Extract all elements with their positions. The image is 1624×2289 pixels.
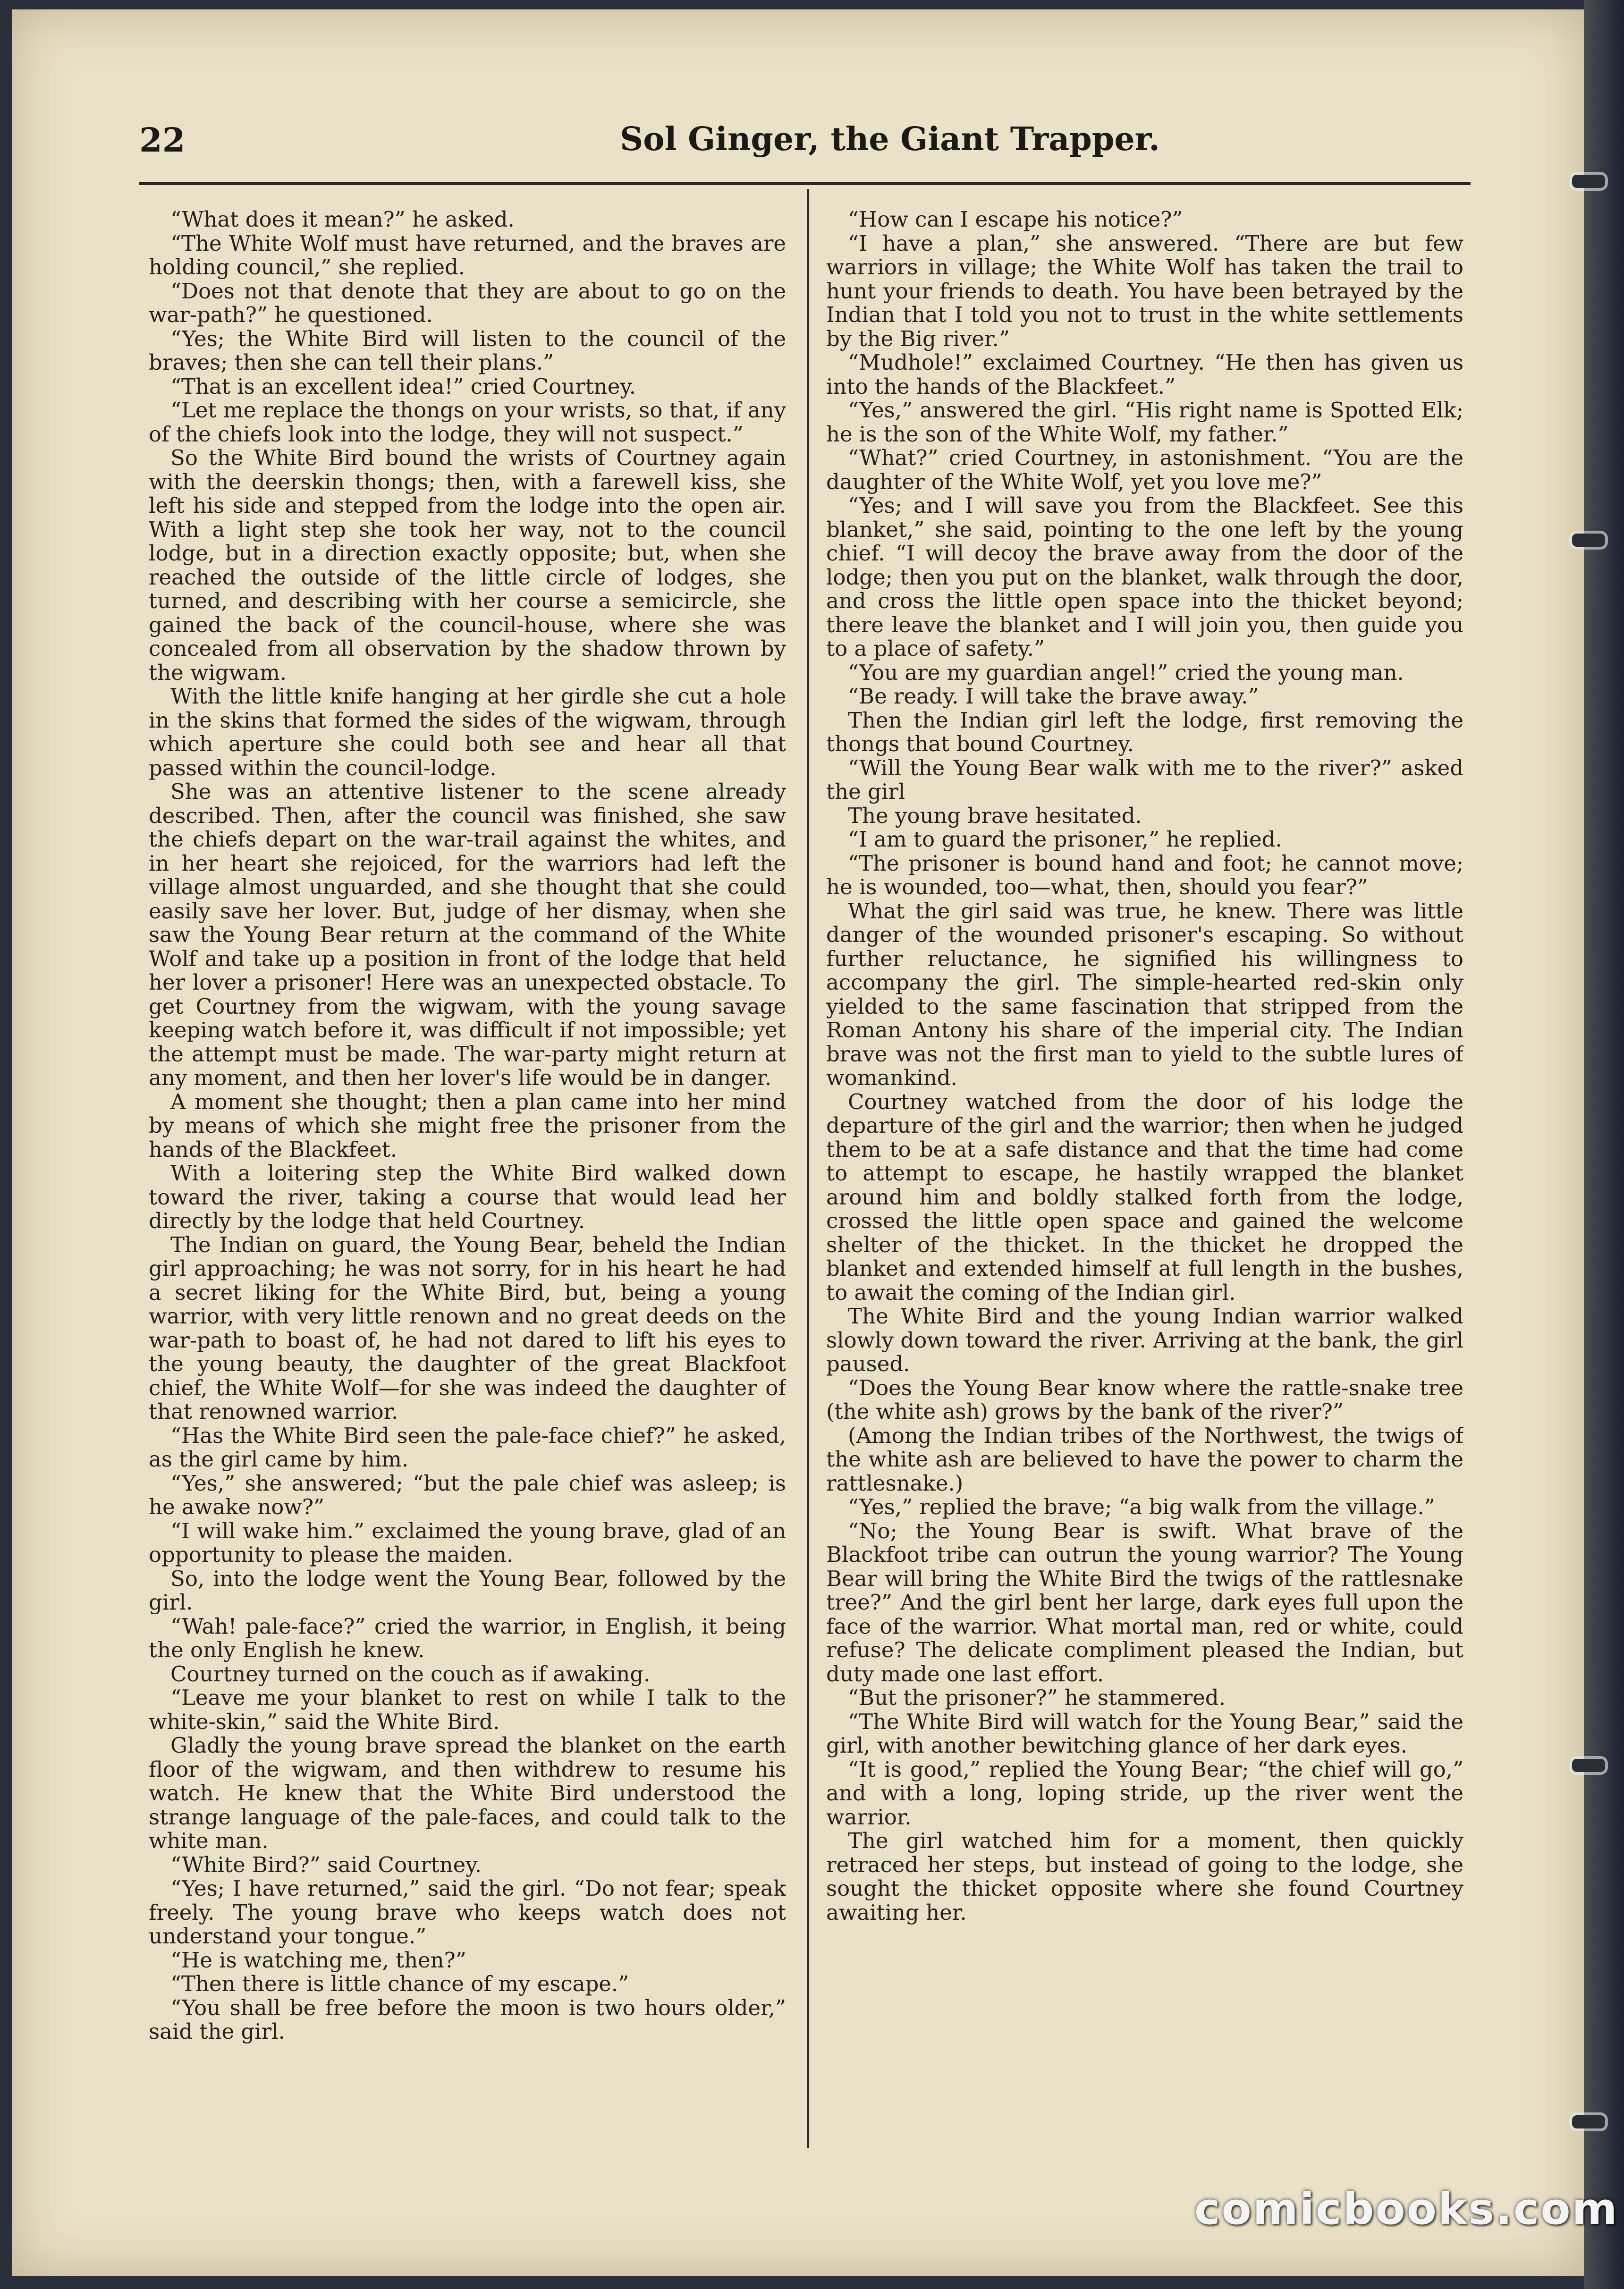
paragraph: “Has the White Bird seen the pale-face chief?” he asked, as the girl came by him. [149,1423,786,1472]
right-column [826,208,1463,2144]
binding-staple [1572,1759,1605,1772]
paragraph: She was an attentive listener to the scene already described. Then, after the council was finished, she saw the chiefs depart on the war-trail against the whites, and in her heart she rejoiced, for the warriors had left the village almost unguarded, and she thought that she could easily save her lover. But, judge of her dismay, when she saw the Young Bear return at the command of the White Wolf and take up a position in front of the lodge that held her lover a prisoner! Here was an unexpected obstacle. To get Courtney from the wigwam, with the young savage keeping watch before it, was difficult if not impossible; yet the attempt must be made. The war-party might return at any moment, and then her lover's life would be in danger. [149,779,786,1090]
paragraph: “The White Wolf must have returned, and the braves are holding council,” she replied. [149,230,786,280]
binding-staple [1572,175,1605,188]
paragraph: Courtney turned on the couch as if awaking. [170,1661,651,1687]
watermark-text: comicbooks.com [1194,2184,1619,2234]
paragraph: “He is watching me, then?” [170,1947,466,1973]
page-header [139,120,1471,191]
paragraph: A moment she thought; then a plan came into her mind by means of which she might free the prisoner from the hands of the Blackfeet. [149,1089,786,1162]
paragraph: “No; the Young Bear is swift. What brave of the Blackfoot tribe can outrun the young warrior? The Young Bear will bring the White Bird the twigs of the rattlesnake tree?” And the girl bent her large, dark eyes full upon the face of the warrior. What mortal man, red or white, could refuse? The delicate compliment pleased the Indian, but duty made one last effort. [826,1518,1463,1687]
paragraph: “What does it mean?” he asked. [170,208,515,232]
paragraph: What the girl said was true, he knew. There was little danger of the wounded prisoner's escaping. So without further reluctance, he signified his willingness to accompany the girl. The simple-hearted red-skin only yielded to the same fascination that stripped from the Roman Antony his share of the imperial city. The Indian brave was not the first man to yield to the subtle lures of womankind. [826,898,1463,1090]
paragraph: “It is good,” replied the Young Bear; “the chief will go,” and with a long, loping stride, up the river went the warrior. [826,1756,1463,1830]
paragraph: “How can I escape his notice?” [848,208,1183,232]
paragraph: “The prisoner is bound hand and foot; he cannot move; he is wounded, too—what, then, should you fear?” [826,850,1463,899]
paragraph: Gladly the young brave spread the blanket on the earth floor of the wigwam, and then withdrew to resume his watch. He knew that the White Bird understood the strange language of the pale-faces, and could talk to the white man. [149,1733,786,1853]
paragraph: With the little knife hanging at her girdle she cut a hole in the skins that formed the sides of the wigwam, through which aperture she could both see and hear all that passed within the council-lodge. [149,684,786,780]
paragraph: “What?” cried Courtney, in astonishment. “You are the daughter of the White Wolf, yet you love me?” [826,445,1463,494]
paragraph: “Then there is little chance of my escape.” [170,1971,629,1996]
paragraph: “White Bird?” said Courtney. [170,1852,482,1877]
paragraph: “Does the Young Bear know where the rattle-snake tree (the white ash) grows by the bank of the river?” [826,1375,1463,1424]
paragraph: “I will wake him.” exclaimed the young brave, glad of an opportunity to please the maiden. [149,1518,786,1567]
paragraph: “Be ready. I will take the brave away.” [848,684,1259,709]
book-page [12,9,1584,2276]
binding-staple [1572,2115,1605,2128]
paragraph: (Among the Indian tribes of the Northwest, the twigs of the white ash are believed to have the power to charm the rattlesnake.) [826,1423,1463,1496]
paragraph: “Yes,” she answered; “but the pale chief was asleep; is he awake now?” [149,1470,786,1519]
paragraph: “Yes; I have returned,” said the girl. “Do not fear; speak freely. The young brave who keeps watch does not understand your tongue.” [149,1876,786,1949]
paragraph: “Wah! pale-face?” cried the warrior, in English, it being the only English he knew. [149,1613,786,1662]
paragraph: The Indian on guard, the Young Bear, beheld the Indian girl approaching; he was not sorry, for in his heart he had a secret liking for the White Bird, but, being a young warrior, with very little renown and no great deeds on the war-path to boast of, he had not dared to lift his eyes to the young beauty, the daughter of the great Blackfoot chief, the White Wolf—for she was indeed the daughter of that renowned warrior. [149,1232,786,1424]
paragraph: “Mudhole!” exclaimed Courtney. “He then has given us into the hands of the Blackfeet.” [826,350,1463,399]
page-number: 22 [139,120,186,160]
paragraph: “The White Bird will watch for the Young Bear,” said the girl, with another bewitching glance of her dark eyes. [826,1709,1463,1758]
paragraph: “Leave me your blanket to rest on while I talk to the white-skin,” said the White Bird. [149,1685,786,1734]
paragraph: With a loitering step the White Bird walked down toward the river, taking a course that would lead her directly by the lodge that held Courtney. [149,1161,786,1233]
paragraph: Then the Indian girl left the lodge, first removing the thongs that bound Courtney. [826,707,1463,756]
left-column [149,208,786,2144]
paragraph: “Let me replace the thongs on your wrists, so that, if any of the chiefs look into the lodge, they will not suspect.” [149,398,786,447]
column-divider [807,189,809,2148]
paragraph: The girl watched him for a moment, then quickly retraced her steps, but instead of going to the lodge, she sought the thicket opposite where she found Courtney awaiting her. [826,1828,1463,1925]
paragraph: “Yes; the White Bird will listen to the council of the braves; then she can tell their plans.” [149,326,786,375]
binding-staple [1572,534,1605,547]
paragraph: The young brave hesitated. [848,803,1142,828]
paragraph: “Yes,” replied the brave; “a big walk from the village.” [848,1494,1435,1519]
running-title: Sol Ginger, the Giant Trapper. [620,120,1160,158]
paragraph: “That is an excellent idea!” cried Courtney. [170,373,636,399]
header-rule [139,182,1471,185]
paragraph: “You shall be free before the moon is two hours older,” said the girl. [149,1995,786,2044]
paragraph: “Will the Young Bear walk with me to the river?” asked the girl [826,755,1463,804]
paragraph: The White Bird and the young Indian warrior walked slowly down toward the river. Arriving at the bank, the girl paused. [826,1304,1463,1376]
paragraph: Courtney watched from the door of his lodge the departure of the girl and the warrior; then when he judged them to be at a safe distance and that the time had come to attempt to escape, he hastily wrapped the blanket around him and boldly stalked forth from the lodge, crossed the little open space and gained the welcome shelter of the thicket. In the thicket he dropped the blanket and extended himself at full length in the bushes, to await the coming of the Indian girl. [826,1089,1463,1305]
paragraph: “I have a plan,” she answered. “There are but few warriors in village; the White Wolf has taken the trail to hunt your friends to death. You have been betrayed by the Indian that I told you not to trust in the white settlements by the Big river.” [826,230,1463,351]
paragraph: “You are my guardian angel!” cried the young man. [848,660,1404,685]
paragraph: So, into the lodge went the Young Bear, followed by the girl. [149,1566,786,1615]
paragraph: “But the prisoner?” he stammered. [848,1685,1226,1710]
paragraph: “Yes; and I will save you from the Blackfeet. See this blanket,” she said, pointing to the one left by the young chief. “I will decoy the brave away from the door of the lodge; then you put on the blanket, walk through the door, and cross the little open space into the thicket beyond; there leave the blanket and I will join you, then guide you to a place of safety.” [826,493,1463,661]
paragraph: So the White Bird bound the wrists of Courtney again with the deerskin thongs; then, with a farewell kiss, she left his side and stepped from the lodge into the open air. With a light step she took her way, not to the council lodge, but in a direction exactly opposite; but, when she reached the outside of the little circle of lodges, she turned, and describing with her course a semicircle, she gained the back of the council-house, where she was concealed from all observation by the shadow thrown by the wigwam. [149,445,786,685]
paragraph: “Does not that denote that they are about to go on the war-path?” he questioned. [149,278,786,327]
paragraph: “Yes,” answered the girl. “His right name is Spotted Elk; he is the son of the White Wolf, my father.” [826,398,1463,447]
paragraph: “I am to guard the prisoner,” he replied. [848,827,1282,852]
page-edge [1584,0,1624,2289]
